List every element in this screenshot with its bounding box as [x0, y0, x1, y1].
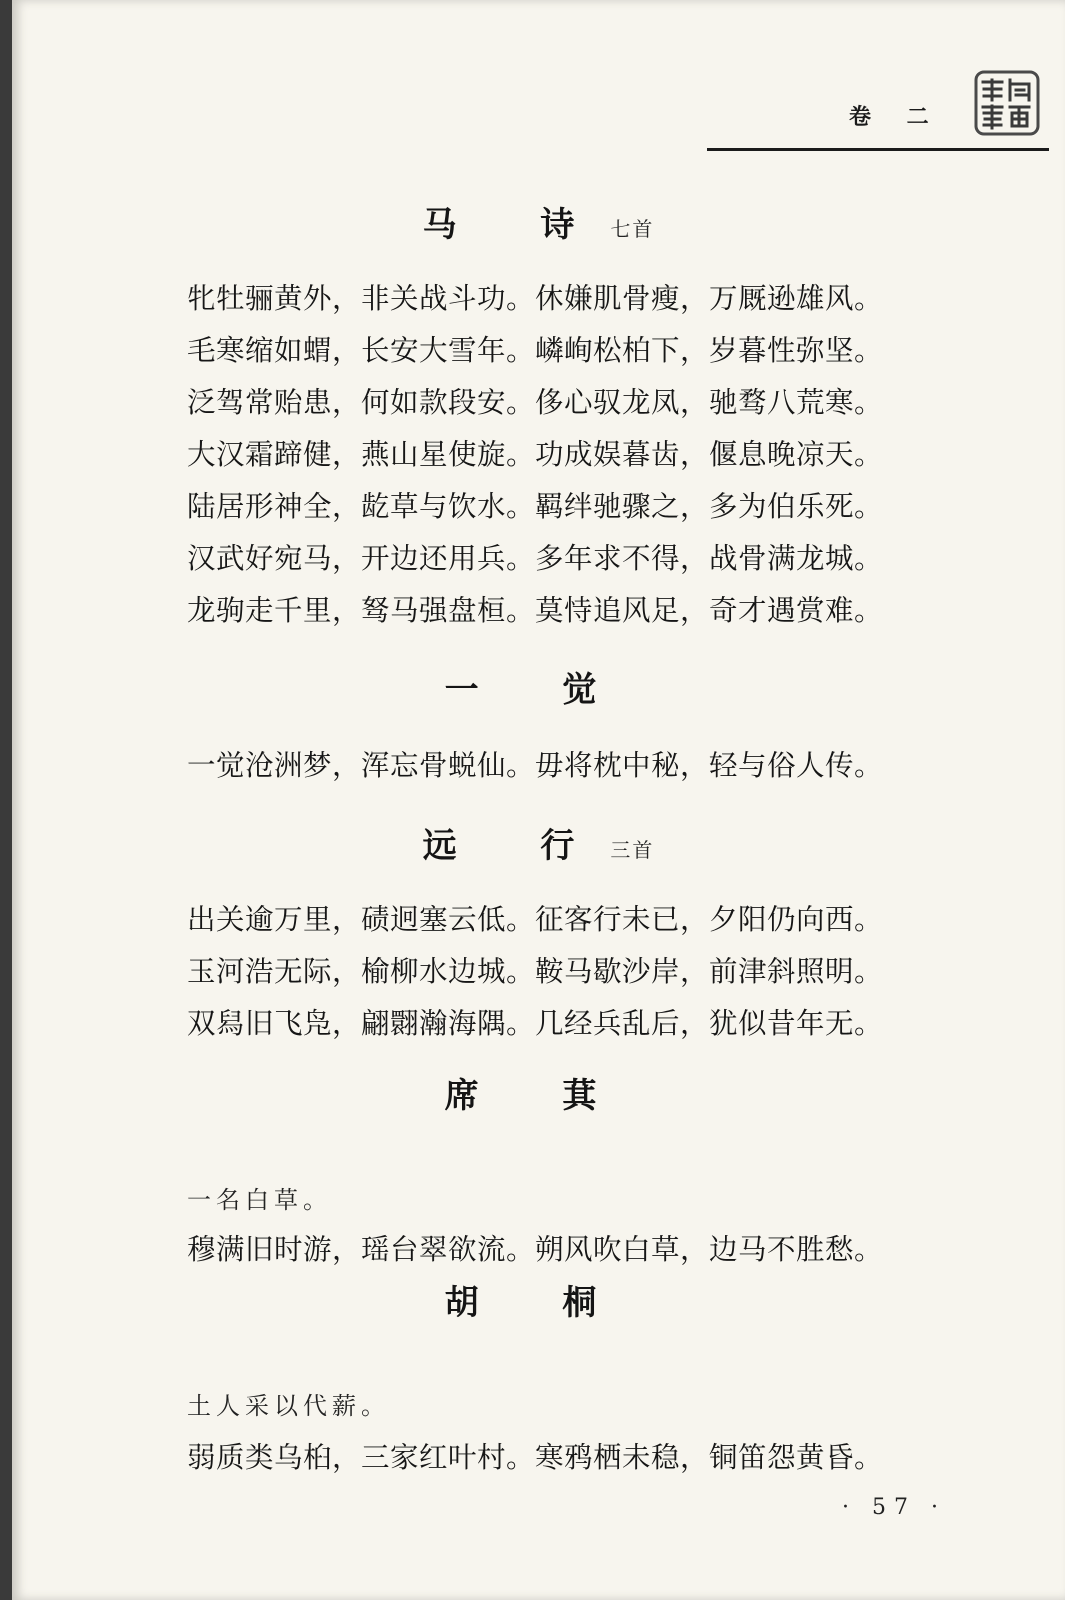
header-rule [707, 148, 1049, 151]
poem-title-text: 席 萁 [444, 1076, 633, 1116]
verse-line: 双舄旧飞凫，翩翾瀚海隅。几经兵乱后，犹似昔年无。 [187, 1007, 884, 1040]
poem-body-xiqi [187, 1224, 947, 1276]
verse-line: 泛驾常贻患，何如款段安。侈心驭龙凤，驰骛八荒寒。 [187, 386, 884, 419]
verse-line: 弱质类乌桕，三家红叶村。寒鸦栖未稳，铜笛怨黄昏。 [187, 1441, 884, 1474]
poem-body-journey [187, 894, 947, 1050]
poem-title-awakening [12, 662, 1065, 711]
poem-body-hutong [187, 1432, 947, 1484]
poem-title-text: 马 诗 [422, 205, 611, 245]
seal-stamp-icon [974, 70, 1040, 136]
verse-line: 大汉霜蹄健，燕山星使旋。功成娱暮齿，偃息晚凉天。 [187, 438, 884, 471]
verse-line: 牝牡骊黄外，非关战斗功。休嫌肌骨瘦，万厩逊雄风。 [187, 282, 884, 315]
page-number: · 57 · [842, 1495, 946, 1520]
poem-body-horse [187, 273, 947, 637]
verse-line: 陆居形神全，龁草与饮水。羁绊驰骤之，多为伯乐死。 [187, 490, 884, 523]
poem-note-hutong: 土人采以代薪。 [187, 1392, 390, 1420]
verse-line: 汉武好宛马，开边还用兵。多年求不得，战骨满龙城。 [187, 542, 884, 575]
poem-count: 七首 [610, 217, 655, 241]
poem-body-awakening [187, 740, 947, 792]
poem-note-xiqi: 一名白草。 [187, 1186, 332, 1214]
poem-title-text: 远 行 [422, 826, 611, 866]
verse-line: 玉河浩无际，榆柳水边城。鞍马歇沙岸，前津斜照明。 [187, 955, 884, 988]
chapter-header: 卷 二 [849, 105, 943, 130]
verse-line: 穆满旧时游，瑶台翠欲流。朔风吹白草，边马不胜愁。 [187, 1233, 884, 1266]
verse-line: 毛寒缩如蝟，长安大雪年。嶙峋松柏下，岁暮性弥坚。 [187, 334, 884, 367]
poem-title-xiqi [12, 1068, 1065, 1117]
poem-title-journey [12, 818, 1065, 867]
verse-line: 出关逾万里，碛迥塞云低。征客行未已，夕阳仍向西。 [187, 903, 884, 936]
verse-line: 龙驹走千里，驽马强盘桓。莫恃追风足，奇才遇赏难。 [187, 594, 884, 627]
poem-title-text: 胡 桐 [444, 1283, 633, 1323]
poem-title-text: 一 觉 [444, 670, 633, 710]
poem-count: 三首 [610, 838, 655, 862]
poem-title-horse [12, 197, 1065, 246]
poem-title-hutong [12, 1275, 1065, 1324]
verse-line: 一觉沧洲梦，浑忘骨蜕仙。毋将枕中秘，轻与俗人传。 [187, 749, 884, 782]
book-page [12, 0, 1065, 1600]
